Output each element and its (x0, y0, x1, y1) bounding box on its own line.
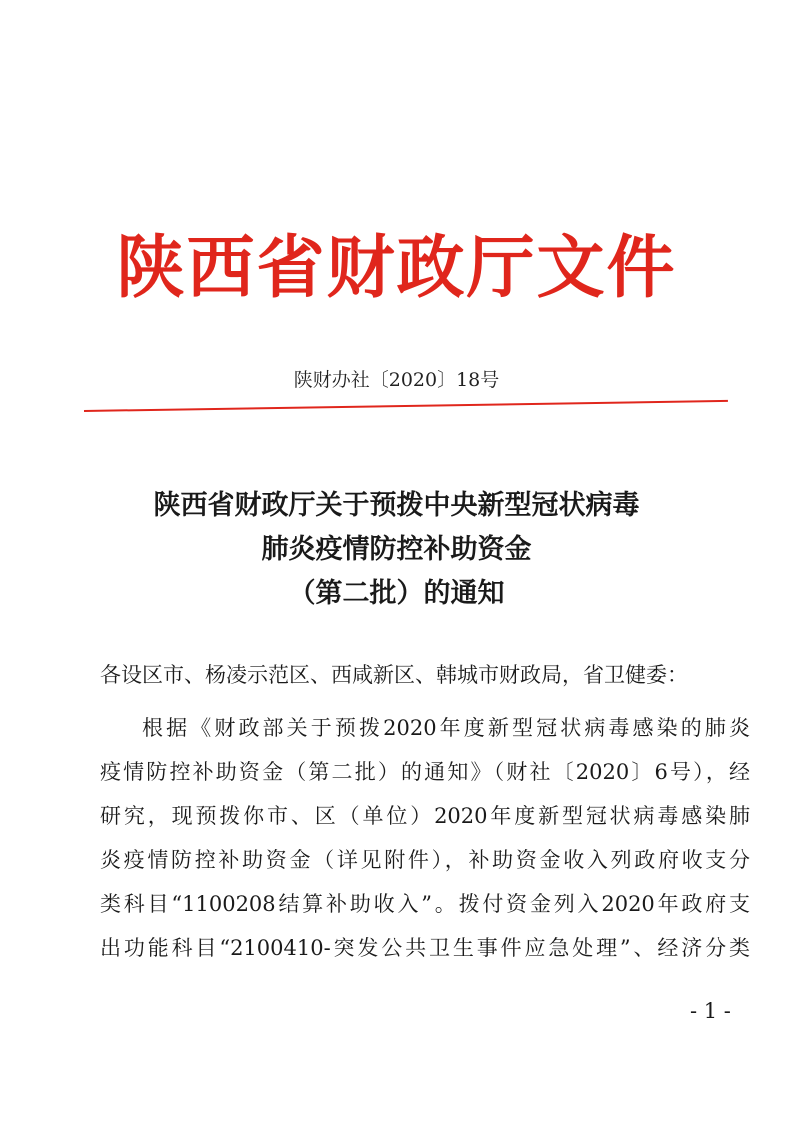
document-header-title: 陕西省财政厅文件 (116, 228, 677, 308)
body-line-1: 根据《财政部关于预拨2020年度新型冠状病毒感染的肺炎 (142, 716, 750, 740)
notice-title-line-3: （第二批）的通知 (288, 578, 505, 609)
page-number: - 1 - (690, 999, 731, 1023)
notice-title (0, 484, 793, 616)
document-number: 陕财办社〔2020〕18号 (293, 369, 500, 391)
notice-title-line-2: 肺炎疫情防控补助资金 (261, 534, 532, 565)
red-separator-line (84, 400, 728, 412)
body-line-5: 类科目“1100208结算补助收入”。拨付资金列入2020年政府支 (100, 892, 750, 916)
notice-title-line-1: 陕西省财政厅关于预拨中央新型冠状病毒 (153, 490, 640, 521)
body-line-4: 炎疫情防控补助资金（详见附件），补助资金收入列政府收支分 (100, 848, 750, 872)
body-line-6: 出功能科目“2100410-突发公共卫生事件应急处理”、经济分类 (100, 936, 750, 960)
body-text (100, 706, 750, 970)
recipients-line: 各设区市、杨凌示范区、西咸新区、韩城市财政局，省卫健委： (100, 663, 688, 687)
body-line-2: 疫情防控补助资金（第二批）的通知》（财社〔2020〕6号），经 (100, 760, 750, 784)
body-line-3: 研究，现预拨你市、区（单位）2020年度新型冠状病毒感染肺 (100, 804, 750, 828)
